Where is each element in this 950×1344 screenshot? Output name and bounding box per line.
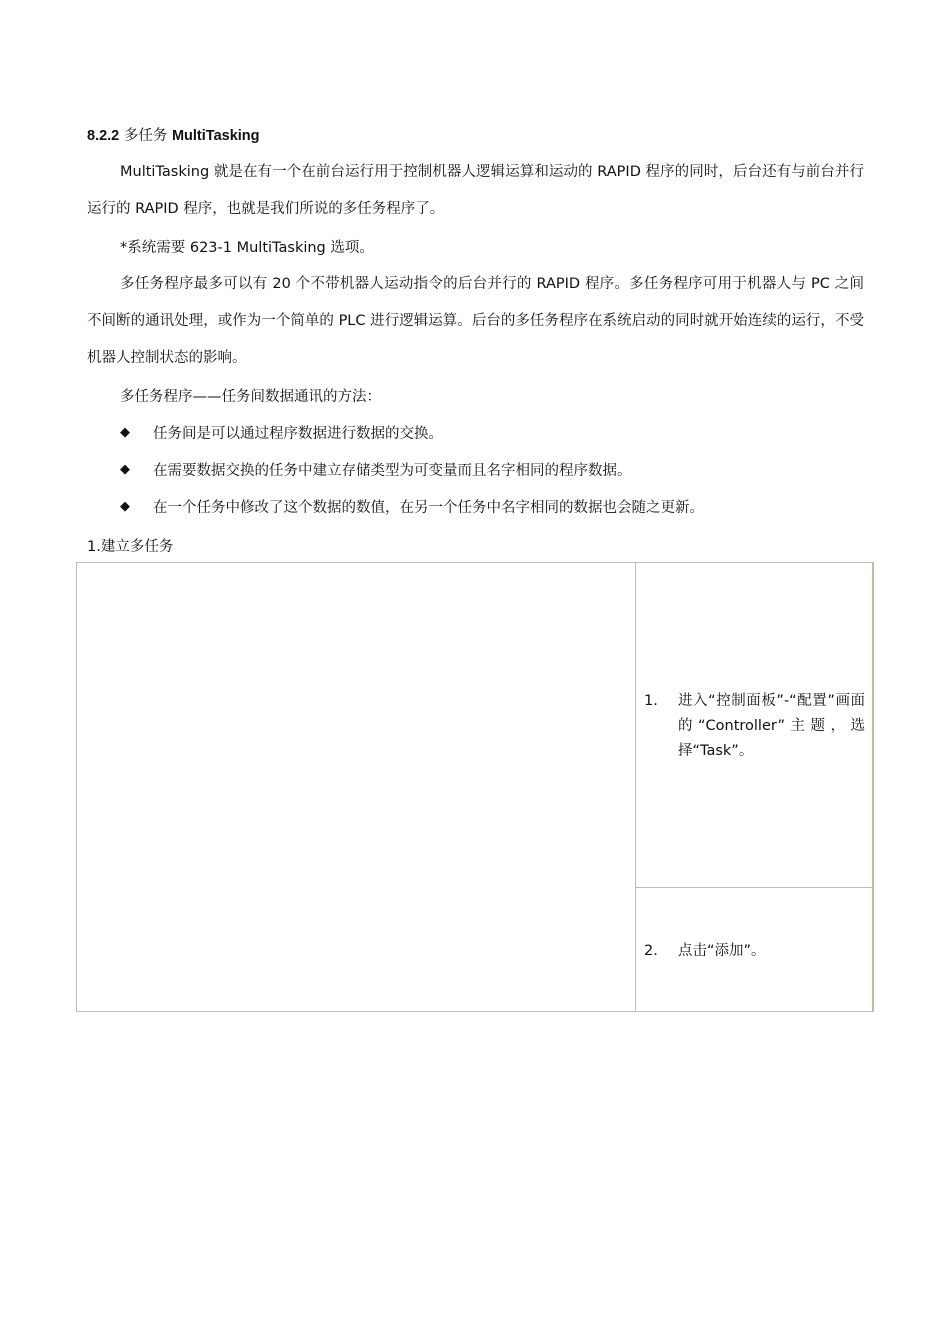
diamond-bullet-icon: ◆ bbox=[120, 499, 130, 514]
section-heading bbox=[87, 124, 260, 145]
bullet-item bbox=[120, 422, 443, 443]
screenshot-cell bbox=[77, 563, 636, 1011]
paragraph-intro: MultiTasking 就是在有一个在前台运行用于控制机器人逻辑运算和运动的 RAPID 程序的同时，后台还有与前台并行运行的 RAPID 程序，也就是我们所说的多任务程序了。 bbox=[87, 164, 864, 217]
step-number: 1. bbox=[644, 693, 658, 709]
step-cell bbox=[636, 563, 873, 888]
step-text: 点击“添加”。 bbox=[678, 943, 766, 959]
steps-table bbox=[76, 562, 874, 1012]
bullet-text: 在需要数据交换的任务中建立存储类型为可变量而且名字相同的程序数据。 bbox=[153, 463, 632, 479]
step-cell bbox=[636, 888, 873, 1011]
paragraph-note: *系统需要 623-1 MultiTasking 选项。 bbox=[120, 240, 374, 256]
bullet-item bbox=[120, 459, 632, 480]
bullet-text: 在一个任务中修改了这个数据的数值，在另一个任务中名字相同的数据也会随之更新。 bbox=[153, 500, 704, 516]
bullet-item bbox=[120, 496, 704, 517]
step-text: 进入“控制面板”-“配置”画面的“Controller”主题，选择“Task”。 bbox=[678, 693, 865, 759]
subsection-title: 1.建立多任务 bbox=[87, 539, 174, 555]
paragraph-methods: 多任务程序——任务间数据通讯的方法： bbox=[120, 389, 381, 405]
diamond-bullet-icon: ◆ bbox=[120, 425, 130, 440]
step-number: 2. bbox=[644, 943, 658, 959]
paragraph-description: 多任务程序最多可以有 20 个不带机器人运动指令的后台并行的 RAPID 程序。多任务程序可用于机器人与 PC 之间不间断的通讯处理，或作为一个简单的 PLC 进行逻辑运算。后台的多任务程序在系统启动的同时就开始连续的运行，不受机器人控制状态的影响。 bbox=[87, 276, 864, 366]
diamond-bullet-icon: ◆ bbox=[120, 462, 130, 477]
heading-title-cn: 多任务 bbox=[123, 128, 168, 144]
heading-title-en: MultiTasking bbox=[171, 128, 260, 144]
bullet-text: 任务间是可以通过程序数据进行数据的交换。 bbox=[153, 426, 443, 442]
heading-number: 8.2.2 bbox=[87, 128, 120, 144]
